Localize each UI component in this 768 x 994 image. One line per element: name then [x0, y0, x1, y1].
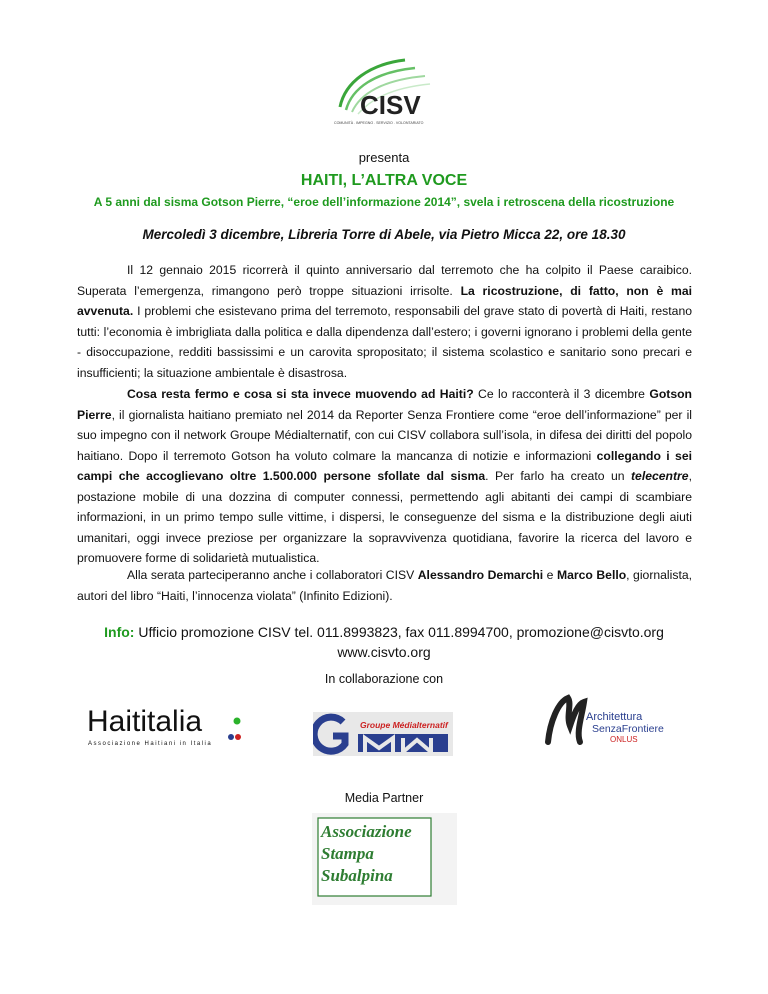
media-partner-label: Media Partner [344, 791, 424, 805]
cisv-logo [330, 52, 440, 127]
event-line: Mercoledì 3 dicembre, Libreria Torre di Abele, via Pietro Micca 22, ore 18.30 [142, 227, 626, 242]
info-label: Info: [104, 624, 135, 640]
presenta-label: presenta [358, 150, 410, 165]
info-contacts: Ufficio promozione CISV tel. 011.8993823, fax 011.8994700, promozione@cisvto.org [134, 624, 664, 640]
stampa-line1: Associazione [321, 822, 412, 841]
paragraph-speakers: Alla serata parteciperanno anche i collaboratori CISV Alessandro Demarchi e Marco Bello, giornalista, autori del libro “Haiti, l’innocenza violata” (Infinito Edizioni). [77, 568, 692, 603]
cisv-tagline: COMUNITÀ . IMPEGNO . SERVIZIO . VOLONTARIATO [334, 121, 424, 125]
groupe-medialternatif-logo [313, 712, 453, 756]
paragraph-gotson: Cosa resta fermo e cosa si sta invece muovendo ad Haiti? Ce lo racconterà il 3 dicembre Gotson Pierre, il giornalista haitiano premiato nel 2014 da Reporter Senza Frontiere come “eroe dell’informazione” per il suo impegno con il network Groupe Médialternatif, con cui CISV collabora sull’isola, in difesa dei diritti del popolo haitiano. Dopo il terremoto Gotson ha voluto colmare la mancanza di notizie e informazioni collegando i sei campi che accoglievano oltre 1.500.000 persone sfollate dal sisma. Per farlo ha creato un telecentre, postazione mobile di una dozzina di computer connessi, permettendo agli abitanti dei campi di scambiare informazioni, in un primo tempo sulle vittime, i dispersi, le conseguenze del sisma e la distribuzione degli aiuti umanitari, oggi invece preziose per organizzare la sopravvivenza quotidiana, favorire la ricerca del lavoro e promuovere forme di solidarietà mutualistica. [77, 387, 692, 565]
haititalia-logo [85, 697, 245, 752]
architettura-senzafrontiere-logo [540, 692, 685, 747]
paragraph-intro: Il 12 gennaio 2015 ricorrerà il quinto anniversario dal terremoto che ha colpito il Paese caraibico. Superata l’emergenza, rimangono però troppe situazioni irrisolte. La ricostruzione, di fatto, non è mai avvenuta. I problemi che esistevano prima del terremoto, responsabili del grave stato di povertà di Haiti, restano tutti: l’economia è imbrigliata dalla politica e dalla dipendenza dall’estero; i governi ignorano i problemi della gente - disoccupazione, redditi bassissimi e un carovita spropositato; il sistema scolastico e sanitario sono precari e insufficienti; la situazione ambientale è disastrosa. [77, 263, 692, 380]
haititalia-sub: Associazione Haitiani in Italia [88, 741, 213, 747]
collaboration-label: In collaborazione con [324, 672, 444, 686]
stampa-subalpina-logo [312, 813, 457, 905]
page-subtitle: A 5 anni dal sisma Gotson Pierre, “eroe dell’informazione 2014”, svela i retroscena della ricostruzione [93, 195, 675, 209]
groupe-text: Groupe Médialternatif [360, 720, 448, 730]
haititalia-text: Haititalia [87, 705, 203, 738]
website-link[interactable]: www.cisvto.org [337, 644, 431, 660]
page-title: HAITI, L’ALTRA VOCE [300, 172, 468, 189]
arch-onlus: ONLUS [610, 735, 638, 744]
cisv-logo-text: CISV [360, 90, 421, 120]
stampa-line2: Stampa [321, 844, 374, 863]
info-block [0, 622, 768, 662]
arch-line2: SenzaFrontiere [592, 723, 664, 735]
arch-line1: Architettura [586, 711, 643, 723]
stampa-line3: Subalpina [321, 866, 393, 885]
